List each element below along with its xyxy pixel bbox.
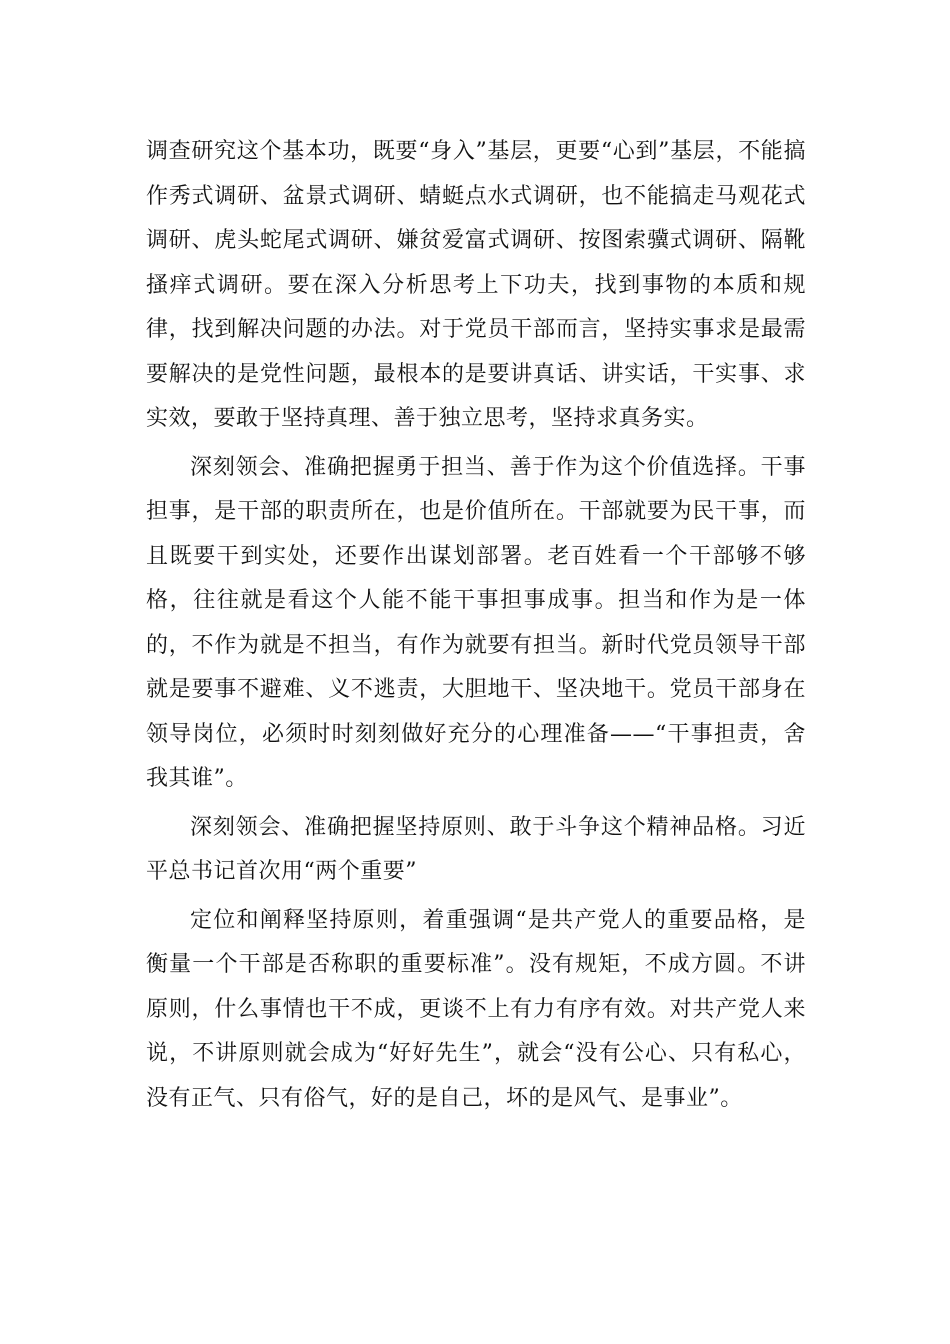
paragraph-4: 定位和阐释坚持原则，着重强调“是共产党人的重要品格，是衡量一个干部是否称职的重要标准”。没有规矩，不成方圆。不讲原则，什么事情也干不成，更谈不上有力有序有效。对共产党人来说，不讲原则就会成为“好好先生”，就会“没有公心、只有私心，没有正气、只有俗气，好的是自己，坏的是风气、是事业”。 <box>146 907 806 1111</box>
document-body <box>146 130 806 1125</box>
paragraph-3: 深刻领会、准确把握坚持原则、敢于斗争这个精神品格。习近平总书记首次用“两个重要” <box>146 814 806 884</box>
paragraph-1: 调查研究这个基本功，既要“身入”基层，更要“心到”基层，不能搞作秀式调研、盆景式调研、蜻蜓点水式调研，也不能搞走马观花式调研、虎头蛇尾式调研、嫌贫爱富式调研、按图索骥式调研、隔靴搔痒式调研。要在深入分析思考上下功夫，找到事物的本质和规律，找到解决问题的办法。对于党员干部而言，坚持实事求是最需要解决的是党性问题，最根本的是要讲真话、讲实话，干实事、求实效，要敢于坚持真理、善于独立思考，坚持求真务实。 <box>146 139 806 431</box>
paragraph-2: 深刻领会、准确把握勇于担当、善于作为这个价值选择。干事担事，是干部的职责所在，也是价值所在。干部就要为民干事，而且既要干到实处，还要作出谋划部署。老百姓看一个干部够不够格，往往就是看这个人能不能干事担事成事。担当和作为是一体的，不作为就是不担当，有作为就要有担当。新时代党员领导干部就是要事不避难、义不逃责，大胆地干、坚决地干。党员干部身在领导岗位，必须时时刻刻做好充分的心理准备——“干事担责，舍我其谁”。 <box>146 454 806 791</box>
